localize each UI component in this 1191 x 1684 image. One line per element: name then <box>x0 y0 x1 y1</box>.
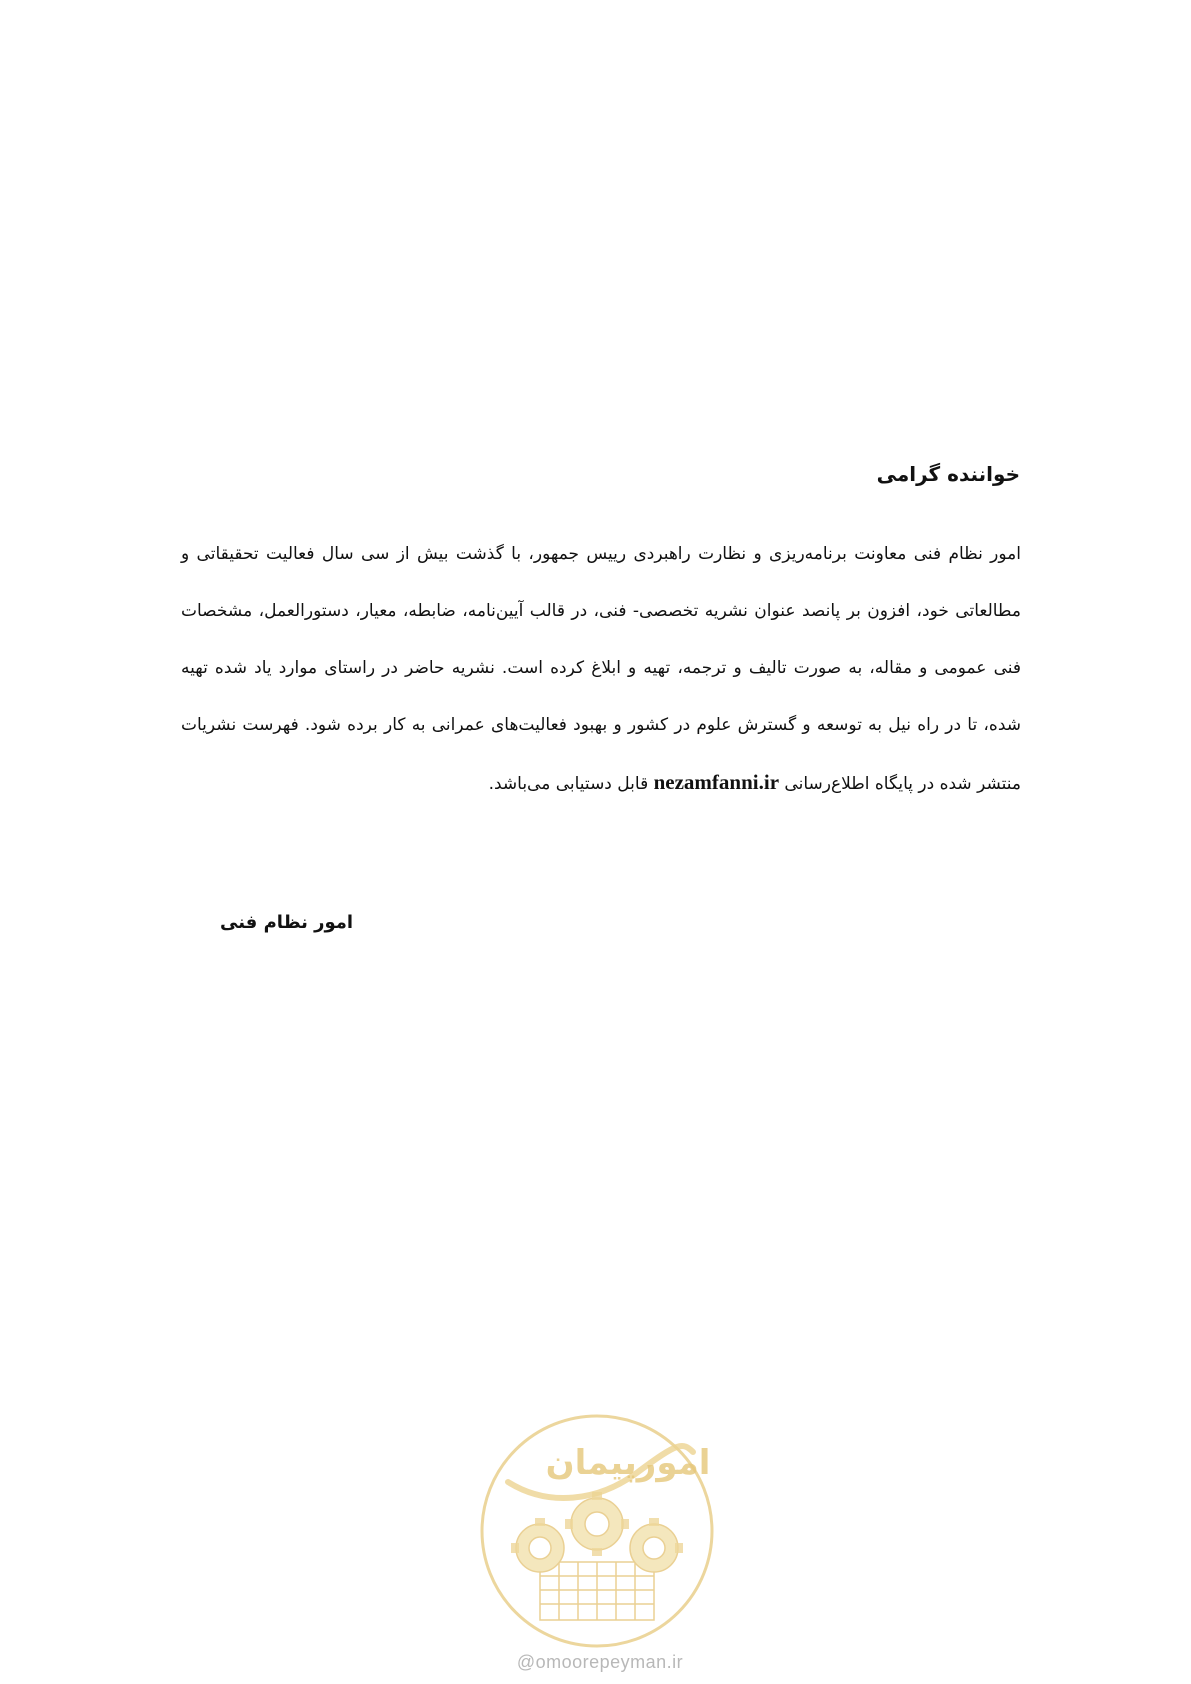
paragraph-text-start: امور نظام فنی معاونت برنامه‌ریزی و نظارت راهبردی رییس جمهور، با گذشت بیش از سی سال فعالیت تحقیقاتی و مطالعاتی خود، افزون بر پانصد عنوان نشریه تخصصی- فنی، در قالب آیین‌نامه، ضابطه، معیار، دستورالعمل، مشخصات فنی عمومی و مقاله، به صورت تالیف و ترجمه، تهیه و ابلاغ کرده است. نشریه حاضر در راستای موارد یاد شده تهیه شده، تا در راه نیل به توسعه و گسترش علوم در کشور و بهبود فعالیت‌های عمرانی به کار برده شود. فهرست نشریات منتشر شده در پایگاه اطلاع‌رسانی <box>181 544 1021 794</box>
document-signature <box>180 908 480 938</box>
watermark-logo-text: امورپیمان <box>545 1443 711 1483</box>
document-heading: خواننده گرامی <box>876 462 1020 486</box>
watermark-logo-icon <box>478 1412 716 1650</box>
document-paragraph <box>181 526 1021 813</box>
at-icon: @ <box>516 1652 536 1672</box>
site-link[interactable]: nezamfanni.ir <box>653 770 780 794</box>
watermark-domain: @omoorepeyman.ir <box>516 1652 684 1672</box>
signature-text: امور نظام فنی <box>220 912 354 933</box>
paragraph-text-end: قابل دستیابی می‌باشد. <box>488 774 649 794</box>
